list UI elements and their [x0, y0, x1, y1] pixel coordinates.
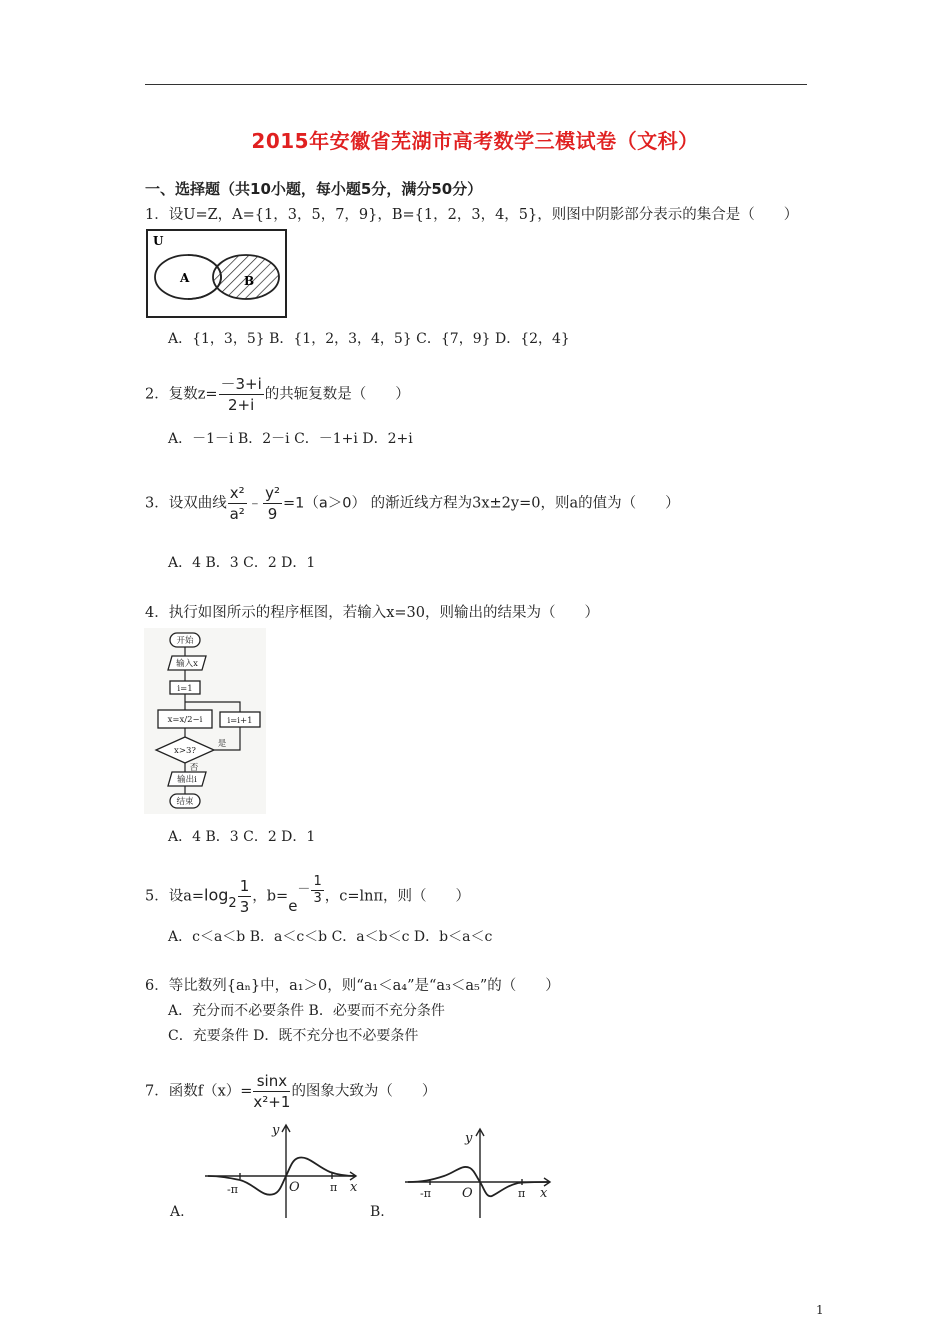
fraction-numerator: 1: [239, 877, 250, 895]
question-3-fraction-1: [228, 483, 247, 524]
graph-a-y-label: y: [272, 1123, 280, 1138]
graph-a: [200, 1120, 370, 1220]
equation-tail: =1（a＞0）: [283, 495, 367, 512]
fraction-denominator: a²: [229, 505, 245, 523]
fraction-denominator: 3: [239, 898, 250, 916]
fraction-denominator: 3: [313, 891, 322, 906]
question-5-stem: [145, 876, 470, 917]
graph-b-y-label: y: [465, 1131, 473, 1146]
venn-set-b-label: B: [244, 274, 255, 288]
question-6-stem: 6．等比数列{aₙ}中，a₁＞0，则“a₁＜a₄”是“a₃＜a₅”的（ ）: [145, 978, 560, 994]
graph-b-pi: π: [518, 1187, 526, 1200]
flow-end: 结束: [176, 797, 194, 807]
log-symbol: log: [204, 885, 229, 905]
graph-a-origin: O: [289, 1180, 300, 1195]
graph-b: [400, 1120, 560, 1220]
question-7-stem: [145, 1071, 436, 1112]
question-1-stem: 1．设U=Z，A={1，3，5，7，9}，B={1，2，3，4，5}，则图中阴影部分表示的集合是（ ）: [145, 207, 799, 223]
log-base: 2: [228, 895, 237, 911]
fraction-numerator: sinx: [253, 1071, 290, 1092]
fraction-numerator: y²: [265, 484, 281, 502]
fraction-numerator: x²: [229, 484, 245, 502]
page-number: 1: [816, 1303, 824, 1317]
question-3-stem: [145, 483, 680, 524]
question-2-options: A．－1－i B．2－i C．－1+i D．2+i: [168, 431, 413, 447]
graph-a-pi: π: [330, 1181, 338, 1194]
page-title: 2015年安徽省芜湖市高考数学三模试卷（文科）: [251, 129, 699, 153]
fraction-denominator: x²+1: [253, 1093, 291, 1111]
question-3-options: A．4 B．3 C．2 D．1: [168, 555, 316, 571]
question-2-suffix: 的共轭复数是（ ）: [264, 386, 410, 403]
fraction-numerator: －3+i: [220, 375, 262, 393]
venn-set-a-label: A: [180, 271, 190, 285]
question-3-prefix: 3．设双曲线: [145, 495, 227, 512]
graph-a-label: A.: [170, 1204, 185, 1220]
exponent-fraction: [311, 874, 323, 907]
question-5-prefix: 5．设a=: [145, 888, 205, 905]
header-rule: [145, 84, 807, 85]
flow-output: 输出i: [177, 775, 197, 785]
minus-sign: ﹣: [247, 495, 263, 512]
graph-a-x-label: x: [350, 1180, 358, 1195]
log-argument-fraction: [238, 876, 252, 917]
question-2-prefix: 2．复数z=: [145, 386, 218, 403]
question-6-options-line-2: C．充要条件 D．既不充分也不必要条件: [168, 1028, 419, 1044]
venn-universe-label: U: [153, 234, 164, 248]
fraction-denominator: 9: [267, 505, 278, 523]
flow-init: i=1: [177, 684, 193, 694]
question-6-options-line-1: A．充分而不必要条件 B．必要而不充分条件: [168, 1003, 445, 1019]
flow-input: 输入x: [176, 659, 198, 669]
graph-b-neg-pi: -π: [420, 1187, 431, 1200]
e-symbol: e: [288, 896, 298, 915]
graph-a-neg-pi: -π: [227, 1183, 238, 1196]
fraction-denominator: 2+i: [228, 396, 255, 414]
flow-increment: i=i+1: [227, 716, 253, 726]
flow-yes: 是: [217, 739, 227, 749]
b-label: ，b=: [252, 888, 289, 905]
question-3-fraction-2: [263, 483, 282, 524]
question-3-suffix: 的渐近线方程为3x±2y=0，则a的值为（ ）: [370, 495, 680, 512]
question-4-stem: 4．执行如图所示的程序框图，若输入x=30，则输出的结果为（ ）: [145, 605, 600, 621]
graph-b-origin: O: [462, 1186, 473, 1201]
question-5-suffix: ，c=lnπ，则（ ）: [324, 888, 470, 905]
question-5-options: A．c＜a＜b B．a＜c＜b C．a＜b＜c D．b＜a＜c: [168, 929, 493, 945]
question-7-prefix: 7．函数f（x）=: [145, 1083, 253, 1100]
question-7-fraction: [253, 1071, 290, 1112]
fraction-numerator: 1: [313, 874, 322, 889]
graph-b-x-label: x: [540, 1186, 548, 1201]
flow-assign: x=x/2−i: [167, 715, 203, 725]
venn-diagram: [146, 229, 288, 319]
question-7-suffix: 的图象大致为（ ）: [291, 1083, 437, 1100]
graph-b-label: B.: [370, 1204, 385, 1220]
question-1-options: A．{1，3，5} B．{1，2，3，4，5} C．{7，9} D．{2，4}: [168, 331, 570, 347]
question-4-options: A．4 B．3 C．2 D．1: [168, 829, 316, 845]
question-2-fraction: [219, 374, 264, 415]
flowchart: [144, 628, 266, 814]
flow-no: 否: [189, 763, 199, 773]
flow-start: 开始: [176, 636, 194, 646]
question-2-stem: [145, 374, 410, 415]
flow-condition: x>3?: [174, 746, 196, 756]
exponent-sign: －: [297, 881, 311, 897]
section-heading: 一、选择题（共10小题，每小题5分，满分50分）: [145, 180, 483, 198]
